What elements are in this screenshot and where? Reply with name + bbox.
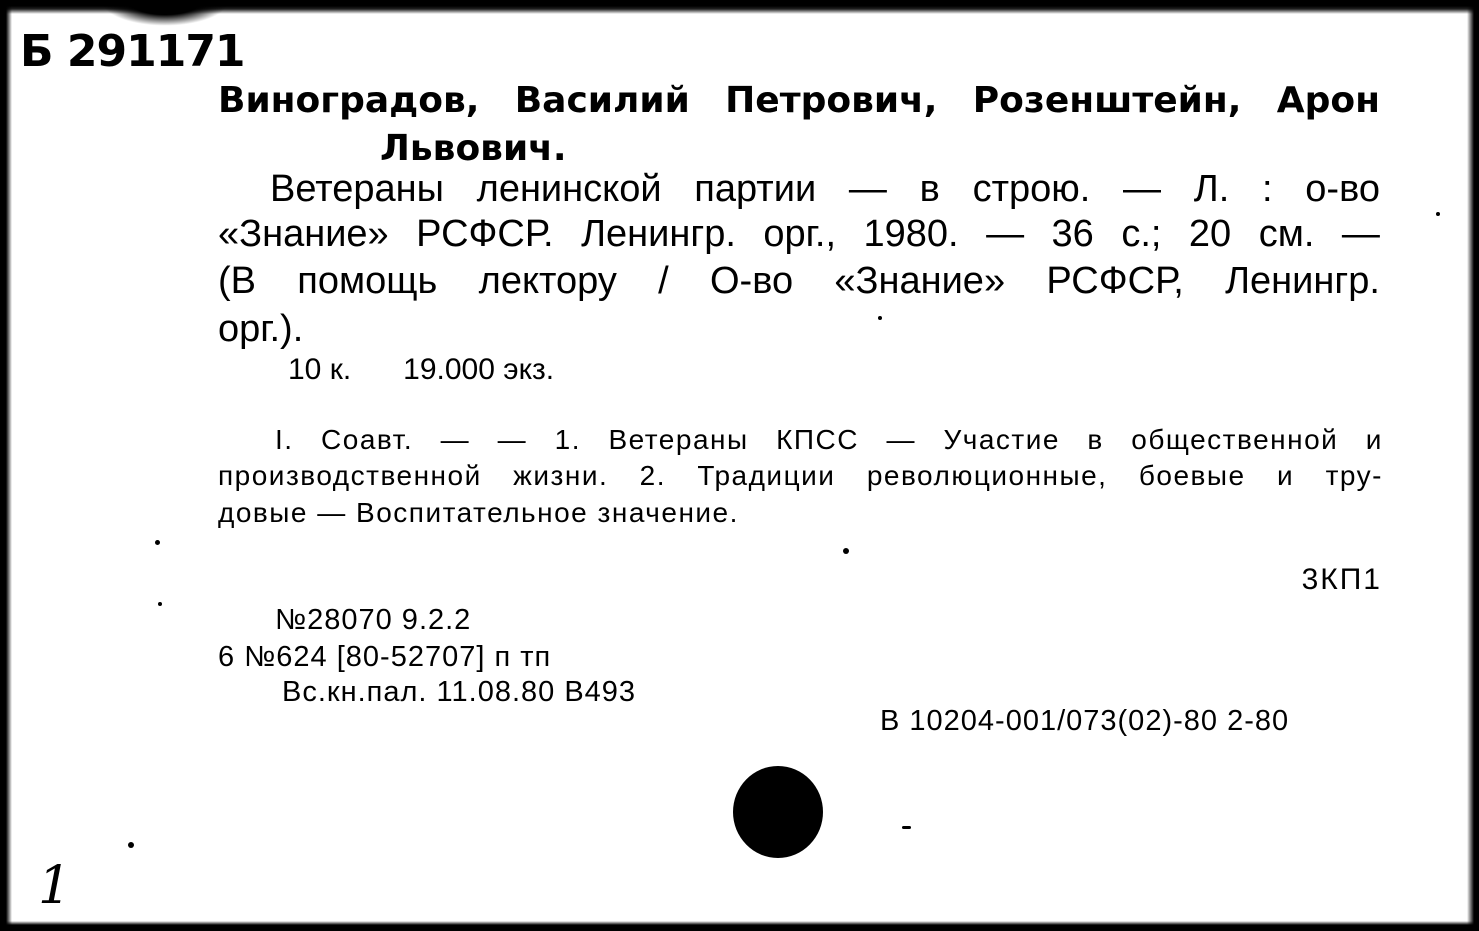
title-word: лектору	[478, 260, 617, 302]
author-line-1	[218, 80, 1380, 121]
title-line-3	[218, 262, 1380, 300]
subject-word: —	[440, 424, 471, 455]
author-line-2: Львович.	[380, 128, 567, 169]
title-word: 1980.	[863, 213, 959, 255]
price: 10 к.	[288, 353, 352, 386]
author-word: Арон	[1276, 80, 1380, 121]
title-line-4: орг.).	[218, 308, 304, 350]
subject-word: Ветераны	[608, 424, 749, 455]
subject-word: в	[1087, 424, 1104, 455]
title-word: с.;	[1121, 213, 1162, 255]
dust-speck	[128, 842, 134, 848]
title-word: орг.,	[763, 213, 836, 255]
title-word: О-во	[709, 260, 794, 302]
dust-speck	[902, 826, 911, 829]
publisher-code: В 10204-001/073(02)-80 2-80	[880, 705, 1290, 737]
title-word: партии	[694, 168, 817, 210]
subjects-line-2	[218, 460, 1383, 492]
title-word: Ветераны	[270, 168, 444, 210]
subject-word: Соавт.	[321, 424, 414, 455]
scan-edge-left	[0, 0, 12, 931]
handwritten-mark: 1	[38, 856, 72, 916]
title-word: /	[658, 260, 669, 302]
title-word: о-во	[1305, 168, 1380, 210]
scan-edge-bottom	[0, 921, 1479, 931]
title-word: помощь	[297, 260, 438, 302]
title-word: Л.	[1193, 168, 1230, 210]
title-word: в	[919, 168, 940, 210]
subject-word: 1.	[554, 424, 581, 455]
dust-speck	[843, 548, 849, 554]
title-word: РСФСР,	[1046, 260, 1184, 302]
title-line-1	[270, 170, 1380, 208]
title-word: РСФСР.	[416, 213, 554, 255]
subject-word: I.	[275, 424, 294, 455]
title-word: см.	[1258, 213, 1315, 255]
dust-speck	[878, 316, 882, 320]
tech-line-1: №28070 9.2.2	[275, 604, 472, 636]
title-word: —	[986, 213, 1025, 255]
title-word: «Знание»	[218, 213, 389, 255]
subjects-line-1	[275, 424, 1383, 456]
scan-blot	[100, 0, 230, 26]
title-word: «Знание»	[834, 260, 1006, 302]
punch-hole	[733, 766, 823, 858]
title-line-2	[218, 215, 1380, 253]
title-word: строю.	[972, 168, 1091, 210]
title-word: (В	[218, 260, 256, 302]
dust-speck	[158, 602, 162, 606]
print-run: 19.000 экз.	[403, 353, 555, 386]
subject-word: —	[886, 424, 916, 455]
author-word: Розенштейн,	[972, 80, 1242, 121]
dust-speck	[1436, 212, 1440, 216]
title-word: —	[1341, 213, 1380, 255]
title-word: 36	[1051, 213, 1094, 255]
subject-word: революционные,	[866, 460, 1108, 491]
subject-word: Традиции	[697, 460, 836, 491]
title-word: ленинской	[476, 168, 662, 210]
subject-word: жизни.	[513, 460, 609, 491]
title-word: 20	[1188, 213, 1232, 255]
title-word: :	[1262, 168, 1273, 210]
title-word: —	[848, 168, 887, 210]
price-line	[288, 353, 1450, 387]
subject-word: боевые	[1138, 460, 1246, 491]
dust-speck	[155, 540, 160, 545]
subject-word: общественной	[1131, 424, 1339, 455]
subject-word: и	[1277, 460, 1295, 491]
title-word: Ленингр.	[581, 213, 736, 255]
author-word: Виноградов,	[218, 80, 480, 121]
classification-code: 3КП1	[1301, 563, 1382, 596]
subject-word: Участие	[943, 424, 1060, 455]
subject-word: —	[497, 424, 528, 455]
title-word: Ленингр.	[1225, 260, 1380, 302]
title-word: —	[1123, 168, 1162, 210]
subject-word: и	[1365, 424, 1383, 455]
author-word: Петрович,	[725, 80, 938, 121]
subject-word: производственной	[218, 460, 482, 491]
subject-word: КПСС	[776, 424, 859, 455]
subject-word: 2.	[639, 460, 667, 491]
subjects-line-3: довые — Воспитательное значение.	[218, 497, 739, 528]
call-number: Б 291171	[20, 26, 245, 77]
tech-line-3: Вс.кн.пал. 11.08.80 В493	[282, 676, 637, 708]
tech-line-2: 6 №624 [80-52707] п тп	[218, 641, 552, 673]
author-word: Василий	[514, 80, 690, 121]
subject-word: тру-	[1325, 460, 1383, 491]
